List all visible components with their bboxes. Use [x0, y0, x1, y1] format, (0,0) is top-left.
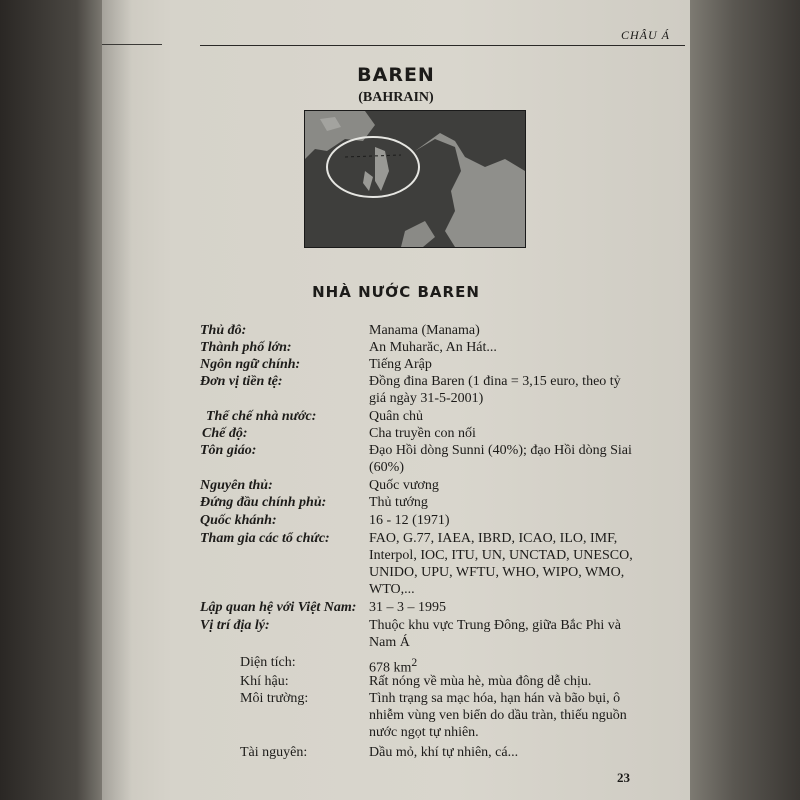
fact-value: 31 – 3 – 1995: [369, 600, 446, 615]
area-value: 678 km: [369, 660, 412, 676]
header-rule: [200, 45, 685, 46]
geo-label: Tài nguyên:: [240, 745, 308, 760]
page-number: 23: [617, 770, 630, 785]
fact-label: Vị trí địa lý:: [200, 618, 270, 633]
fact-value: Quốc vương: [369, 478, 439, 493]
fact-value: 16 - 12 (1971): [369, 513, 450, 528]
country-name-english: (BAHRAIN): [358, 90, 434, 105]
fact-label: Lập quan hệ với Việt Nam:: [200, 600, 357, 615]
fact-label: Thành phố lớn:: [200, 340, 292, 355]
fact-value: Tiếng Arập: [369, 357, 432, 372]
header-section: CHÂU Á: [621, 28, 670, 42]
fact-value: Manama (Manama): [369, 323, 480, 338]
page-gutter-shadow: [102, 0, 132, 800]
fact-label: Ngôn ngữ chính:: [200, 357, 301, 372]
previous-page-rule: [102, 44, 162, 45]
fact-label: Thủ đô:: [200, 323, 247, 338]
fact-value: FAO, G.77, IAEA, IBRD, ICAO, ILO, IMF, Interpol, IOC, ITU, UN, UNCTAD, UNESCO, UNIDO, UPU, WFTU, WHO, WIPO, WMO, WTO,...: [369, 531, 633, 597]
geo-value: Dầu mỏ, khí tự nhiên, cá...: [369, 745, 519, 760]
geo-label: Diện tích:: [240, 655, 296, 670]
fact-label: Đứng đầu chính phủ:: [200, 495, 327, 510]
fact-value: Quân chủ: [369, 409, 424, 424]
geo-value: Tình trạng sa mạc hóa, hạn hán và bão bụi, ô nhiễm vùng ven biển do dầu tràn, thiếu nguồn nước ngọt tự nhiên.: [369, 691, 627, 740]
fact-label: Đơn vị tiền tệ:: [200, 374, 283, 389]
book-right-edge: [690, 0, 800, 800]
area-unit-exponent: 2: [411, 656, 418, 669]
map-icon: [305, 111, 525, 247]
book-left-edge: [0, 0, 110, 800]
fact-label: Quốc khánh:: [200, 513, 277, 528]
fact-value: Thuộc khu vực Trung Đông, giữa Bắc Phi và Nam Á: [369, 618, 621, 650]
book-page: [102, 0, 690, 800]
fact-value: Đạo Hồi dòng Sunni (40%); đạo Hồi dòng Siai (60%): [369, 443, 632, 475]
state-title: NHÀ NƯỚC BAREN: [312, 283, 480, 301]
fact-label: Chế độ:: [202, 426, 248, 441]
fact-value: Thủ tướng: [369, 495, 428, 510]
fact-value: An Muharăc, An Hát...: [369, 340, 497, 355]
fact-label: Thể chế nhà nước:: [206, 409, 317, 424]
fact-value: Đồng đina Baren (1 đina = 3,15 euro, theo tỷ giá ngày 31-5-2001): [369, 374, 621, 406]
country-name: BAREN: [357, 64, 435, 86]
geo-label: Khí hậu:: [240, 674, 289, 689]
fact-label: Nguyên thủ:: [200, 478, 273, 493]
fact-label: Tôn giáo:: [200, 443, 257, 458]
bahrain-map-image: [304, 110, 526, 248]
geo-value: Rất nóng về mùa hè, mùa đông dễ chịu.: [369, 674, 592, 689]
fact-value: Cha truyền con nối: [369, 426, 476, 441]
geo-label: Môi trường:: [240, 691, 309, 706]
fact-label: Tham gia các tổ chức:: [200, 531, 330, 546]
